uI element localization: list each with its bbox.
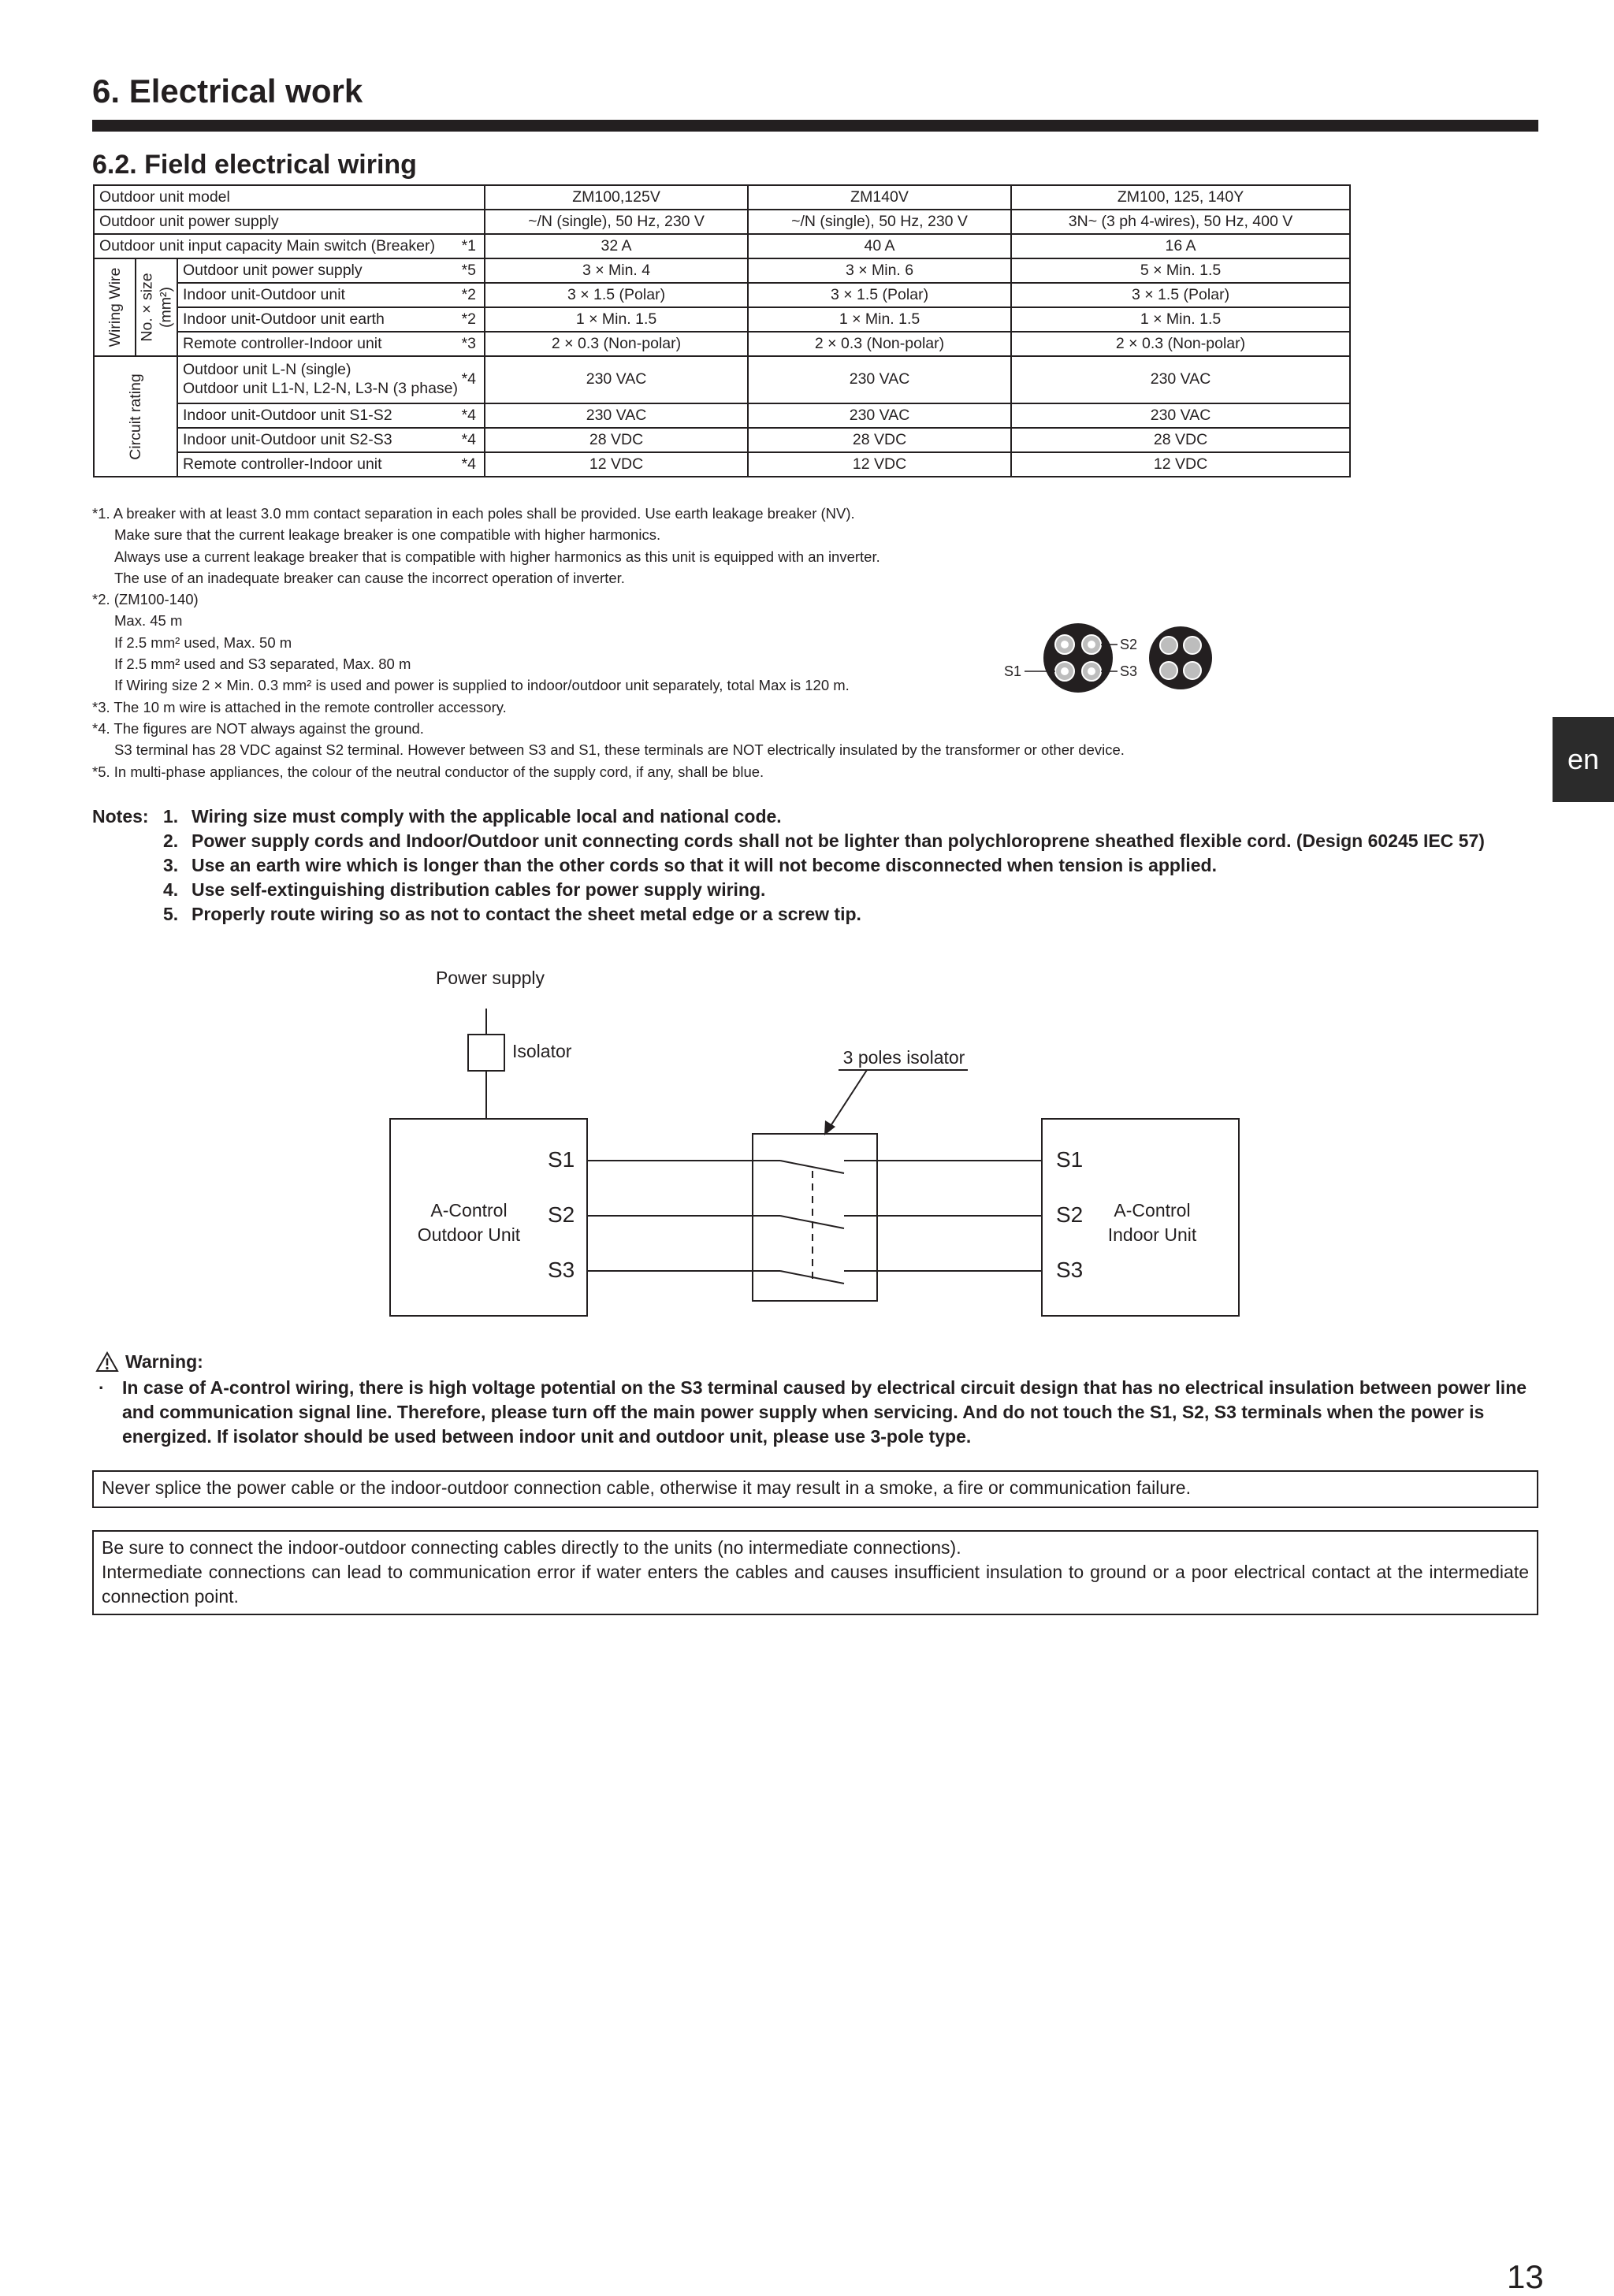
footnote: If 2.5 mm² used and S3 separated, Max. 80 m — [114, 656, 411, 673]
warning-triangle-icon — [95, 1351, 119, 1373]
footnote: S3 terminal has 28 VDC against S2 terminal. However between S3 and S1, these terminals are NOT electrically insulated by the transformer or other device. — [114, 741, 1125, 759]
group-label-line: Circuit rating — [126, 373, 144, 460]
note-item — [92, 878, 1542, 902]
note-item — [92, 853, 1542, 878]
table-cell: 12 VDC — [485, 452, 748, 477]
table-cell: 3 × Min. 4 — [485, 258, 748, 283]
row-label: Outdoor unit input capacity Main switch (Breaker) — [94, 234, 445, 258]
table-cell: 3 × Min. 6 — [748, 258, 1011, 283]
cable-label-s2: S2 — [1120, 637, 1138, 652]
group-label-line: (mm²) — [157, 287, 175, 328]
row-label-line: Outdoor unit L-N (single) — [183, 361, 351, 379]
row-mark: *4 — [445, 356, 485, 403]
three-pole-isolator-box — [753, 1134, 877, 1301]
indoor-unit-label-line1: A-Control — [1114, 1200, 1191, 1220]
indoor-terminal-s3: S3 — [1056, 1258, 1084, 1282]
table-cell: 3N~ (3 ph 4-wires), 50 Hz, 400 V — [1011, 210, 1350, 234]
isolator-box — [468, 1035, 504, 1071]
group-label-circuit — [94, 356, 177, 477]
footnote: *5. In multi-phase appliances, the colour of the neutral conductor of the supply cord, if any, shall be blue. — [92, 763, 764, 780]
table-row — [94, 234, 1350, 258]
row-mark: *4 — [445, 428, 485, 452]
table-cell: 230 VAC — [748, 356, 1011, 403]
table-row — [94, 356, 1350, 403]
table-cell: 230 VAC — [1011, 356, 1350, 403]
row-mark: *4 — [445, 403, 485, 428]
cable-label-s3: S3 — [1120, 663, 1138, 679]
note-text: Wiring size must comply with the applicable local and national code. — [192, 806, 782, 827]
warning-bullet: · — [99, 1377, 105, 1398]
notice-text: Intermediate connections can lead to communication error if water enters the cables and causes insufficient insulation to ground or a poor electrical contact at the intermediate connection point. — [102, 1562, 1529, 1607]
row-label: Indoor unit-Outdoor unit S2-S3 — [177, 428, 445, 452]
table-row — [94, 452, 1350, 477]
table-cell: 28 VDC — [485, 428, 748, 452]
footnote: *2. (ZM100-140) — [92, 591, 199, 608]
language-tab — [1553, 717, 1614, 802]
page-number: 13 — [1507, 2258, 1544, 2295]
table-cell: 1 × Min. 1.5 — [485, 307, 748, 332]
row-mark — [445, 210, 485, 234]
footnote: If 2.5 mm² used, Max. 50 m — [114, 633, 292, 651]
wiring-diagram — [0, 949, 1614, 1328]
row-mark: *2 — [445, 283, 485, 307]
note-number: 3. — [163, 855, 179, 875]
row-mark: *5 — [445, 258, 485, 283]
table-cell: ZM100, 125, 140Y — [1011, 185, 1350, 210]
note-number: 5. — [163, 904, 179, 924]
indoor-terminal-s2: S2 — [1056, 1202, 1084, 1227]
table-cell: 5 × Min. 1.5 — [1011, 258, 1350, 283]
footnote: Max. 45 m — [114, 612, 183, 630]
cable-cross-section-figure — [1004, 619, 1229, 697]
warning-text: In case of A-control wiring, there is high voltage potential on the S3 terminal caused by electrical circuit design that has no electrical insulation between power line and communication signal line. Therefore, please turn off the main power supply when servicing. And do not touch the S1, S2, S3 terminals when the power is energized. If isolator should be used between indoor unit and outdoor unit, please use 3-pole type. — [122, 1377, 1527, 1447]
table-cell: 230 VAC — [485, 403, 748, 428]
table-row — [94, 185, 1350, 210]
footnote: Make sure that the current leakage breaker is one compatible with higher harmonics. — [114, 526, 661, 544]
table-cell: ZM140V — [748, 185, 1011, 210]
note-item — [92, 829, 1542, 853]
footnote: *1. A breaker with at least 3.0 mm contact separation in each poles shall be provided. Use earth leakage breaker (NV). — [92, 505, 855, 522]
footnote: The use of an inadequate breaker can cause the incorrect operation of inverter. — [114, 569, 625, 586]
outdoor-terminal-s2: S2 — [548, 1202, 575, 1227]
table-cell: ~/N (single), 50 Hz, 230 V — [748, 210, 1011, 234]
notice-box-splice — [92, 1470, 1538, 1508]
table-row — [94, 428, 1350, 452]
table-row — [94, 403, 1350, 428]
row-label: Outdoor unit power supply — [94, 210, 445, 234]
notice-box-direct-connection — [92, 1530, 1538, 1615]
note-text: Use self-extinguishing distribution cables for power supply wiring. — [192, 879, 766, 900]
note-text: Use an earth wire which is longer than the other cords so that it will not become disconnected when tension is applied. — [192, 855, 1217, 875]
row-label: Outdoor unit power supply — [177, 258, 445, 283]
title-rule — [92, 120, 1538, 132]
row-label: Remote controller-Indoor unit — [177, 332, 445, 356]
row-label: Outdoor unit model — [94, 185, 445, 210]
outdoor-terminal-s3: S3 — [548, 1258, 575, 1282]
outdoor-terminal-s1: S1 — [548, 1147, 575, 1172]
notice-text: Never splice the power cable or the indoor-outdoor connection cable, otherwise it may result in a smoke, a fire or communication failure. — [102, 1477, 1191, 1498]
section-title: 6. Electrical work — [92, 72, 363, 110]
table-cell: 32 A — [485, 234, 748, 258]
outdoor-unit-label-line1: A-Control — [430, 1200, 508, 1220]
row-label: Remote controller-Indoor unit — [177, 452, 445, 477]
table-cell: 12 VDC — [748, 452, 1011, 477]
label-power-supply: Power supply — [435, 968, 545, 988]
row-label-line: Outdoor unit L1-N, L2-N, L3-N (3 phase) — [183, 380, 459, 397]
table-cell: 28 VDC — [1011, 428, 1350, 452]
note-item — [92, 902, 1542, 927]
table-row — [94, 283, 1350, 307]
table-cell: 2 × 0.3 (Non-polar) — [748, 332, 1011, 356]
table-cell: 2 × 0.3 (Non-polar) — [1011, 332, 1350, 356]
row-mark — [445, 185, 485, 210]
table-cell: 2 × 0.3 (Non-polar) — [485, 332, 748, 356]
footnote: *3. The 10 m wire is attached in the remote controller accessory. — [92, 698, 507, 715]
group-label-line: Wiring Wire — [106, 267, 124, 347]
group-label-line: No. × size — [138, 273, 156, 342]
table-cell: 40 A — [748, 234, 1011, 258]
note-text: Properly route wiring so as not to contact the sheet metal edge or a screw tip. — [192, 904, 861, 924]
cable-right — [1149, 626, 1212, 689]
table-cell: 1 × Min. 1.5 — [1011, 307, 1350, 332]
note-number: 1. — [163, 806, 179, 827]
notice-text: Be sure to connect the indoor-outdoor connecting cables directly to the units (no intermediate connections). — [102, 1537, 961, 1558]
indoor-unit-label-line2: Indoor Unit — [1107, 1224, 1197, 1245]
group-label-size — [136, 258, 177, 356]
row-mark: *2 — [445, 307, 485, 332]
cable-label-s1: S1 — [1004, 663, 1022, 679]
table-row — [94, 258, 1350, 283]
note-number: 2. — [163, 830, 179, 851]
notes-heading: Notes: — [92, 806, 149, 827]
table-cell: 230 VAC — [1011, 403, 1350, 428]
note-item — [92, 804, 1542, 829]
table-row — [94, 332, 1350, 356]
group-label-wiring — [94, 258, 136, 356]
cable-left — [1043, 623, 1113, 693]
table-cell: 12 VDC — [1011, 452, 1350, 477]
note-number: 4. — [163, 879, 179, 900]
warning-heading: Warning: — [125, 1351, 203, 1372]
table-cell: 16 A — [1011, 234, 1350, 258]
subsection-title: 6.2. Field electrical wiring — [92, 150, 417, 180]
footnote: *4. The figures are NOT always against the ground. — [92, 719, 424, 737]
wiring-table — [93, 184, 1351, 477]
table-cell: ~/N (single), 50 Hz, 230 V — [485, 210, 748, 234]
table-cell: 230 VAC — [485, 356, 748, 403]
table-row — [94, 210, 1350, 234]
table-cell: 230 VAC — [748, 403, 1011, 428]
footnote: Always use a current leakage breaker that is compatible with higher harmonics as this unit is equipped with an inverter. — [114, 548, 880, 565]
notes-list — [92, 804, 1542, 927]
table-cell: 28 VDC — [748, 428, 1011, 452]
footnote: If Wiring size 2 × Min. 0.3 mm² is used and power is supplied to indoor/outdoor unit separately, total Max is 120 m. — [114, 677, 850, 694]
warning-block — [92, 1350, 1550, 1449]
table-cell: 3 × 1.5 (Polar) — [1011, 283, 1350, 307]
row-label — [177, 356, 459, 403]
outdoor-unit-label-line2: Outdoor Unit — [417, 1224, 521, 1245]
footnotes — [92, 503, 1432, 782]
indoor-terminal-s1: S1 — [1056, 1147, 1084, 1172]
table-row — [94, 307, 1350, 332]
row-label: Indoor unit-Outdoor unit S1-S2 — [177, 403, 445, 428]
label-three-pole-isolator: 3 poles isolator — [842, 1047, 965, 1068]
table-cell: 3 × 1.5 (Polar) — [748, 283, 1011, 307]
language-tab-label: en — [1567, 743, 1600, 775]
row-mark: *3 — [445, 332, 485, 356]
row-label: Indoor unit-Outdoor unit earth — [177, 307, 445, 332]
label-isolator: Isolator — [512, 1041, 572, 1061]
table-cell: 3 × 1.5 (Polar) — [485, 283, 748, 307]
row-mark: *4 — [445, 452, 485, 477]
table-cell: 1 × Min. 1.5 — [748, 307, 1011, 332]
row-label: Indoor unit-Outdoor unit — [177, 283, 445, 307]
table-cell: ZM100,125V — [485, 185, 748, 210]
row-mark: *1 — [445, 234, 485, 258]
note-text: Power supply cords and Indoor/Outdoor unit connecting cords shall not be lighter than polychloroprene sheathed flexible cord. (Design 60245 IEC 57) — [192, 830, 1485, 851]
